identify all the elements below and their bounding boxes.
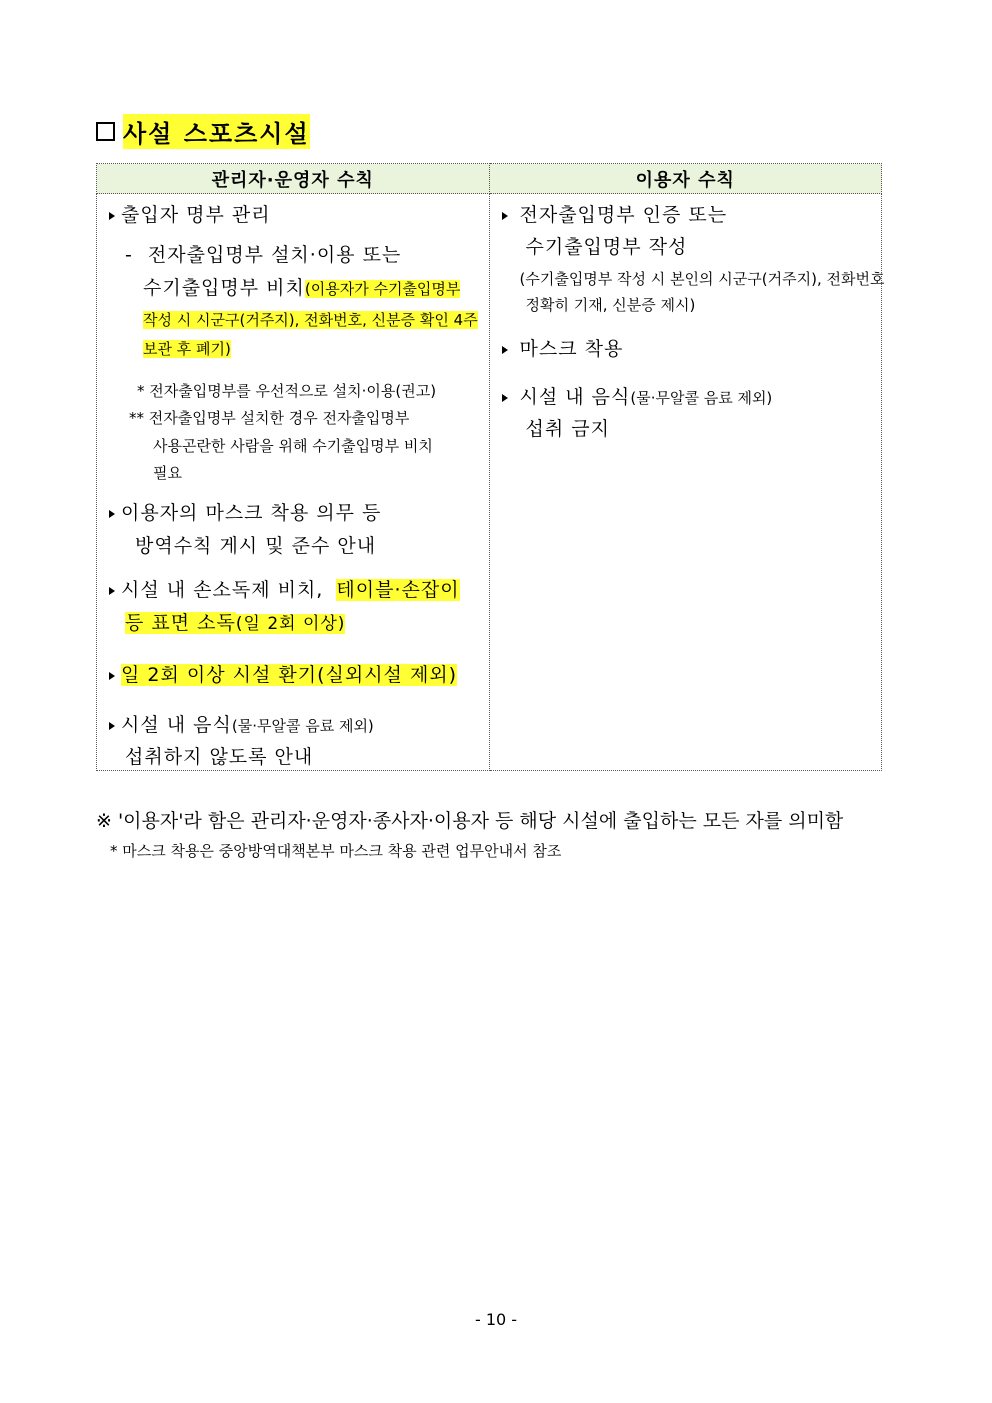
user-item-visitor-log-line2: 수기출입명부 작성 [525,236,688,258]
admin-note-manual-log-line2: 사용곤란한 사람을 위해 수기출입명부 비치 [153,437,433,455]
admin-item-food: 시설 내 음식(물·무알콜 음료 제외) [109,709,374,742]
user-rules-cell [489,194,885,771]
section-title [96,114,310,148]
admin-item-mask-notice: 이용자의 마스크 착용 의무 등 [109,497,381,529]
page-number: - 10 - [474,1310,518,1329]
rules-table [96,163,885,771]
admin-item-visitor-log: 출입자 명부 관리 [109,199,271,231]
bullet-triangle-icon [502,346,508,354]
admin-item-food-line2: 섭취하지 않도록 안내 [125,746,314,768]
bullet-triangle-icon [109,587,115,595]
footnote-user-definition: ※ '이용자'라 함은 관리자·운영자·종사자·이용자 등 해당 시설에 출입하는 모든 자를 의미함 [96,810,844,832]
section-title-text: 사설 스포츠시설 [123,114,310,149]
admin-subitem-register-line3: 작성 시 시군구(거주지), 전화번호, 신분증 확인 4주 [143,311,478,329]
bullet-triangle-icon [109,510,115,518]
admin-item-mask-notice-line2: 방역수칙 게시 및 준수 안내 [135,535,377,557]
admin-note-manual-log-line3: 필요 [153,464,182,482]
admin-item-ventilation: 일 2회 이상 시설 환기(실외시설 제외) [109,659,457,691]
bullet-triangle-icon [109,672,115,680]
admin-item-sanitizer: 시설 내 손소독제 비치, 테이블·손잡이 [109,574,460,606]
user-item-visitor-log: 전자출입명부 인증 또는 [502,199,728,231]
bullet-triangle-icon [109,212,115,220]
admin-subitem-register: - 전자출입명부 설치·이용 또는 [125,244,402,266]
admin-item-sanitizer-line2: 등 표면 소독(일 2회 이상) [125,612,346,634]
user-note-manual-log: (수기출입명부 작성 시 본인의 시군구(거주지), 전화번호 [519,270,885,288]
user-item-mask: 마스크 착용 [502,333,624,365]
admin-note-electronic-log: * 전자출입명부를 우선적으로 설치·이용(권고) [137,382,437,400]
user-item-food-line2: 섭취 금지 [525,418,610,440]
admin-rules-cell [97,194,490,771]
user-note-manual-log-line2: 정확히 기재, 신분증 제시) [525,296,696,314]
bullet-triangle-icon [502,212,508,220]
footnote-mask-reference: * 마스크 착용은 중앙방역대책본부 마스크 착용 관련 업무안내서 참조 [110,842,562,860]
admin-note-manual-log: ** 전자출입명부 설치한 경우 전자출입명부 [129,409,410,427]
checkbox-icon [96,122,115,141]
admin-subitem-register-line2: 수기출입명부 비치(이용자가 수기출입명부 [143,277,461,299]
admin-rules-header: 관리자·운영자 수칙 [97,164,490,194]
admin-subitem-register-line4: 보관 후 폐기) [143,340,231,358]
bullet-triangle-icon [502,394,508,402]
user-rules-header: 이용자 수칙 [489,164,882,194]
bullet-triangle-icon [109,722,115,730]
user-item-food: 시설 내 음식(물·무알콜 음료 제외) [502,381,773,414]
